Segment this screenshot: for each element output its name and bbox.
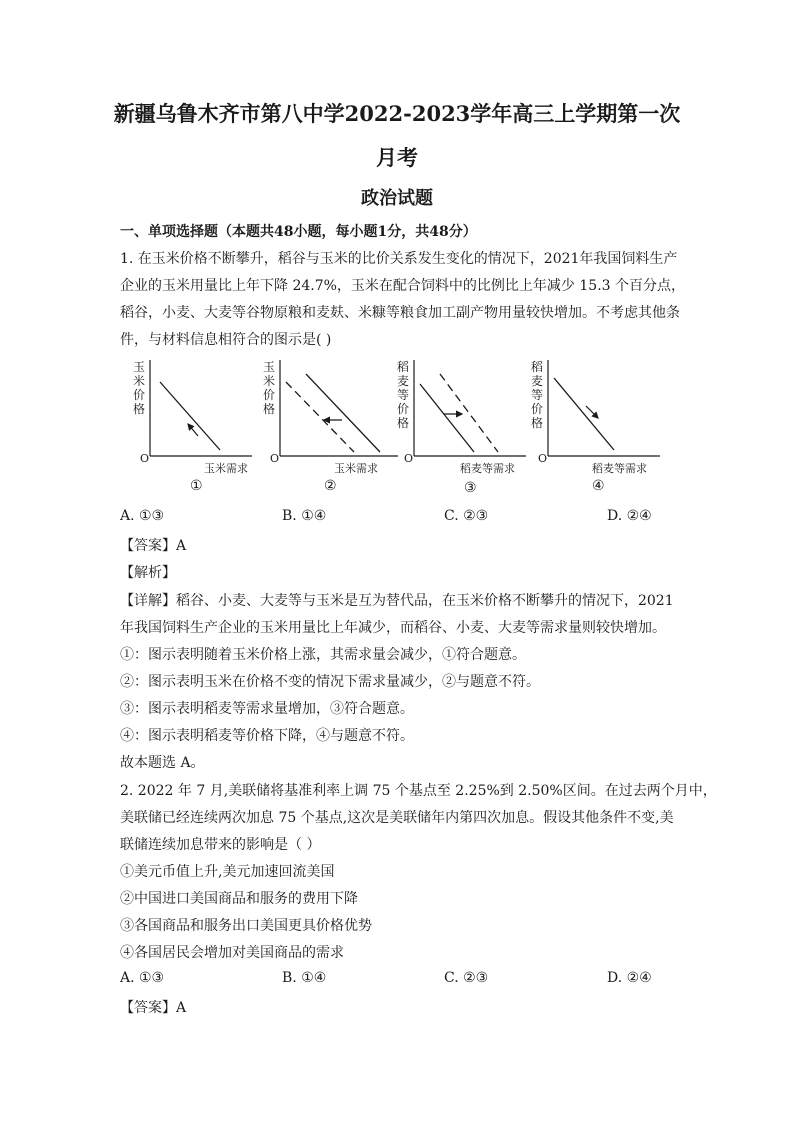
graph-2-xlabel: 玉米需求	[334, 462, 378, 475]
graph-4-xlabel: 稻麦等需求	[592, 462, 647, 475]
graph-2	[258, 360, 398, 510]
q1-detail-line: 故本题选 A。	[120, 755, 205, 771]
graph-1-origin: O	[140, 452, 150, 465]
graph-3	[392, 360, 532, 510]
graph-3-number: ③	[464, 480, 477, 496]
q2-statement-3: ③各国商品和服务出口美国更具价格优势	[120, 918, 372, 934]
q2-option-b[interactable]: B. ①④	[282, 970, 327, 986]
q1-detail-line: ④：图示表明稻麦等价格下降，④与题意不符。	[120, 728, 414, 744]
section-heading: 一、单项选择题（本题共48小题，每小题1分，共48分）	[120, 224, 477, 240]
subject-title: 政治试题	[361, 188, 433, 209]
graph-3-ylabel: 稻 麦 等 价 格	[396, 360, 409, 430]
graph-1-number: ①	[190, 478, 203, 494]
graph-2-number: ②	[324, 478, 337, 494]
q1-stem-line: 企业的玉米用量比上年下降 24.7%，玉米在配合饲料中的比例比上年减少 15.3 个百分点，	[120, 278, 685, 294]
graph-3-xlabel: 稻麦等需求	[460, 462, 515, 475]
graph-4-origin: O	[538, 452, 548, 465]
q1-answer: 【答案】A	[120, 538, 187, 554]
exam-title-line1: 新疆乌鲁木齐市第八中学2022-2023学年高三上学期第一次	[113, 101, 681, 126]
q2-statement-2: ②中国进口美国商品和服务的费用下降	[120, 891, 358, 907]
q1-option-d[interactable]: D. ②④	[607, 508, 652, 524]
q2-option-a[interactable]: A. ①③	[120, 970, 165, 986]
graph-1	[128, 360, 268, 510]
q1-stem-line: 件，与材料信息相符合的图示是( )	[120, 332, 332, 348]
graph-3-origin: O	[404, 452, 414, 465]
q2-stem-line: 2. 2022 年 7 月,美联储将基准利率上调 75 个基点至 2.25%到 2.50%区间。在过去两个月中，	[120, 783, 717, 799]
q2-statement-4: ④各国居民会增加对美国商品的需求	[120, 945, 344, 961]
q1-detail-line: ②：图示表明玉米在价格不变的情况下需求量减少，②与题意不符。	[120, 674, 540, 690]
graph-1-ylabel: 玉 米 价 格	[132, 360, 145, 416]
q2-stem-line: 联储连续加息带来的影响是（ ）	[120, 837, 321, 853]
graph-3-svg	[392, 360, 532, 510]
graph-2-origin: O	[270, 452, 280, 465]
q1-detail-line: 【详解】稻谷、小麦、大麦等与玉米是互为替代品，在玉米价格不断攀升的情况下，2021	[120, 593, 674, 609]
q1-detail-line: 年我国饲料生产企业的玉米用量比上年减少，而稻谷、小麦、大麦等需求量则较快增加。	[120, 620, 666, 636]
q2-answer: 【答案】A	[120, 1000, 187, 1016]
exam-title-line2: 月考	[376, 145, 418, 170]
graph-4	[526, 360, 666, 510]
q1-stem-line: 1. 在玉米价格不断攀升，稻谷与玉米的比价关系发生变化的情况下，2021年我国饲料生产	[120, 251, 678, 267]
q1-option-a[interactable]: A. ①③	[120, 508, 165, 524]
q2-option-c[interactable]: C. ②③	[444, 970, 489, 986]
graph-2-ylabel: 玉 米 价 格	[262, 360, 275, 416]
q1-option-c[interactable]: C. ②③	[444, 508, 489, 524]
q1-analysis-label: 【解析】	[120, 565, 176, 581]
q2-statement-1: ①美元币值上升,美元加速回流美国	[120, 864, 335, 880]
graph-1-xlabel: 玉米需求	[204, 462, 248, 475]
q1-stem-line: 稻谷，小麦、大麦等谷物原粮和麦麸、米糠等粮食加工副产物用量较快增加。不考虑其他条	[120, 305, 680, 321]
graph-4-number: ④	[592, 478, 605, 494]
q1-detail-line: ①：图示表明随着玉米价格上涨，其需求量会减少，①符合题意。	[120, 647, 526, 663]
q2-stem-line: 美联储已经连续两次加息 75 个基点,这次是美联储年内第四次加息。假设其他条件不变,美	[120, 810, 674, 826]
graph-4-ylabel: 稻 麦 等 价 格	[530, 360, 543, 430]
q1-detail-line: ③：图示表明稻麦等需求量增加，③符合题意。	[120, 701, 414, 717]
q2-option-d[interactable]: D. ②④	[607, 970, 652, 986]
q1-option-b[interactable]: B. ①④	[282, 508, 327, 524]
